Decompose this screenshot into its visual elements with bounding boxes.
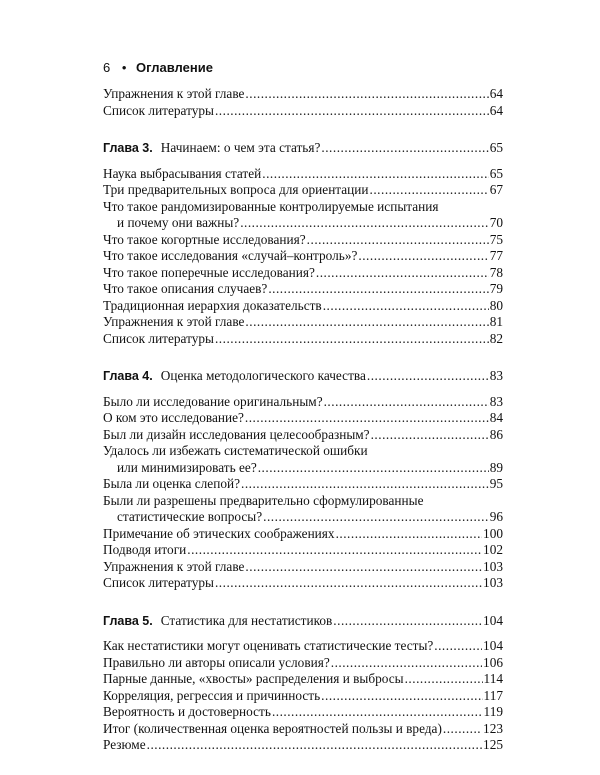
entry-title: Список литературы [103,330,214,346]
table-of-contents [103,86,503,775]
entry-title: Итог (количественная оценка вероятностей пользы и вреда) [103,720,442,736]
toc-entry[interactable] [103,655,503,672]
toc-entry[interactable] [103,542,503,559]
entry-title: Были ли разрешены предварительно сформулированные [103,492,424,508]
dot-leader [263,509,489,526]
running-header [103,60,213,76]
entry-title: Упражнения к этой главе [103,558,245,574]
entry-title: Правильно ли авторы описали условия? [103,654,330,670]
toc-entry[interactable] [103,721,503,738]
chapter-title: Оценка методологического качества [160,368,366,383]
header-title: Оглавление [136,60,213,75]
entry-page-number: 86 [489,426,503,442]
entry-page-number: 106 [483,654,503,670]
dot-leader [245,559,482,576]
toc-section [103,613,503,754]
entry-page-number: 96 [489,509,503,524]
chapter-title: Начинаем: о чем эта статья? [160,140,321,155]
toc-entry[interactable] [103,182,503,199]
dot-leader [262,166,488,183]
chapter-heading[interactable] [103,140,503,157]
chapter-number: Глава 4. [103,369,153,383]
dot-leader [245,314,488,331]
entry-page-number: 104 [483,638,503,653]
chapter-heading[interactable] [103,368,503,385]
toc-entry[interactable] [103,704,503,721]
entry-title: Примечание об этических соображениях [103,525,335,541]
toc-entry[interactable] [103,575,503,592]
dot-leader [331,655,482,672]
dot-leader [215,331,489,348]
chapter-title-line [103,613,332,630]
entry-page-number: 84 [489,410,503,425]
entry-page-number: 117 [483,687,503,703]
entry-page-number: 70 [489,215,503,230]
toc-entry[interactable] [103,638,503,655]
dot-leader [443,721,482,738]
entry-page-number: 125 [483,737,503,752]
dot-leader [316,265,489,282]
toc-entry[interactable] [103,86,503,103]
entry-page-number: 64 [489,86,503,101]
dot-leader [367,368,489,385]
entry-title: и почему они важны? [117,215,240,230]
toc-entry[interactable] [103,688,503,705]
chapter-title-line [103,140,320,157]
dot-leader [307,232,489,249]
toc-entry[interactable] [103,248,503,265]
entry-page-number: 114 [483,671,503,686]
entry-title: О ком это исследование? [103,410,244,425]
dot-leader [245,86,488,103]
entry-title: Вероятность и достоверность [103,704,271,719]
dot-leader [323,298,489,315]
entry-title: Список литературы [103,575,214,590]
entry-title: Список литературы [103,102,214,118]
chapter-title: Статистика для нестатистиков [160,612,333,628]
toc-entry[interactable] [103,476,503,493]
dot-leader [147,737,482,754]
dot-leader [336,526,482,543]
entry-page-number: 65 [489,165,503,181]
dot-leader [268,281,488,298]
entry-page-number: 123 [483,720,503,736]
entry-page-number: 102 [483,542,503,557]
toc-entry[interactable] [103,314,503,331]
toc-entry[interactable] [103,737,503,754]
dot-leader [321,140,488,157]
dot-leader [272,704,483,721]
entry-page-number: 82 [489,330,503,346]
entry-title: Был ли дизайн исследования целесообразным? [103,426,370,442]
dot-leader [240,215,489,232]
chapter-number: Глава 5. [103,613,153,628]
dot-leader [187,542,482,559]
toc-section [103,86,503,119]
dot-leader [370,182,489,199]
toc-entry[interactable] [103,427,503,444]
entry-title: Была ли оценка слепой? [103,476,240,491]
chapter-title-line [103,368,366,385]
entry-title: Резюме [103,737,146,752]
toc-entry[interactable] [103,410,503,427]
entry-title: или минимизировать ее? [117,459,257,475]
entry-title: Подводя итоги [103,542,187,557]
entry-title: Удалось ли избежать систематической ошибки [103,443,368,458]
entry-page-number: 79 [489,281,503,296]
dot-leader [258,460,489,477]
entry-title: Что такое исследования «случай–контроль»? [103,248,358,263]
toc-entry[interactable] [103,331,503,348]
entry-title: Три предварительных вопроса для ориентации [103,182,369,197]
toc-entry[interactable] [103,265,503,282]
entry-page-number: 103 [483,558,503,574]
toc-entry[interactable] [103,199,503,232]
toc-entry[interactable] [103,298,503,315]
dot-leader [371,427,489,444]
dot-leader [324,394,489,411]
toc-entry[interactable] [103,671,503,688]
toc-entry[interactable] [103,526,503,543]
entry-page-number: 83 [489,393,503,409]
chapter-page-number: 83 [489,368,503,383]
chapter-page-number: 65 [489,140,503,155]
toc-entry[interactable] [103,281,503,298]
entry-title: Упражнения к этой главе [103,314,245,329]
entry-title: Было ли исследование оригинальным? [103,393,323,409]
dot-leader [215,575,482,592]
page-number: 6 [103,60,111,75]
dot-leader [434,638,482,655]
entry-title: Корреляция, регрессия и причинность [103,687,321,703]
dot-leader [405,671,483,688]
entry-page-number: 77 [489,248,503,263]
entry-page-number: 67 [489,182,503,197]
dot-leader [215,103,489,120]
dot-leader [358,248,488,265]
chapter-heading[interactable] [103,613,503,630]
entry-page-number: 103 [483,575,503,590]
toc-entry[interactable] [103,493,503,526]
entry-page-number: 75 [489,231,503,247]
entry-title: Что такое поперечные исследования? [103,264,315,280]
entry-page-number: 64 [489,102,503,118]
entry-title: Традиционная иерархия доказательств [103,297,322,313]
dot-leader [333,613,482,630]
dot-leader [241,476,489,493]
toc-section [103,368,503,592]
entry-page-number: 89 [489,459,503,475]
chapter-number: Глава 3. [103,141,153,155]
toc-section [103,140,503,347]
entry-title: Что такое рандомизированные контролируемые испытания [103,198,439,214]
entry-page-number: 100 [483,525,503,541]
entry-title: Парные данные, «хвосты» распределения и выбросы [103,671,404,686]
entry-title: Упражнения к этой главе [103,86,245,101]
toc-entry[interactable] [103,232,503,249]
entry-title: Что такое описания случаев? [103,281,268,296]
entry-title: Что такое когортные исследования? [103,231,306,247]
entry-page-number: 80 [489,297,503,313]
toc-entry[interactable] [103,166,503,183]
dot-leader [245,410,489,427]
toc-entry[interactable] [103,394,503,411]
header-bullet: • [121,60,127,75]
toc-entry[interactable] [103,103,503,120]
toc-entry[interactable] [103,443,503,476]
entry-page-number: 78 [489,264,503,280]
entry-title: статистические вопросы? [117,509,263,524]
toc-entry[interactable] [103,559,503,576]
entry-page-number: 119 [483,704,503,719]
chapter-page-number: 104 [483,612,503,628]
dot-leader [321,688,482,705]
entry-title: Как нестатистики могут оценивать статистические тесты? [103,638,434,653]
entry-page-number: 95 [489,476,503,491]
entry-page-number: 81 [489,314,503,329]
entry-title: Наука выбрасывания статей [103,165,262,181]
